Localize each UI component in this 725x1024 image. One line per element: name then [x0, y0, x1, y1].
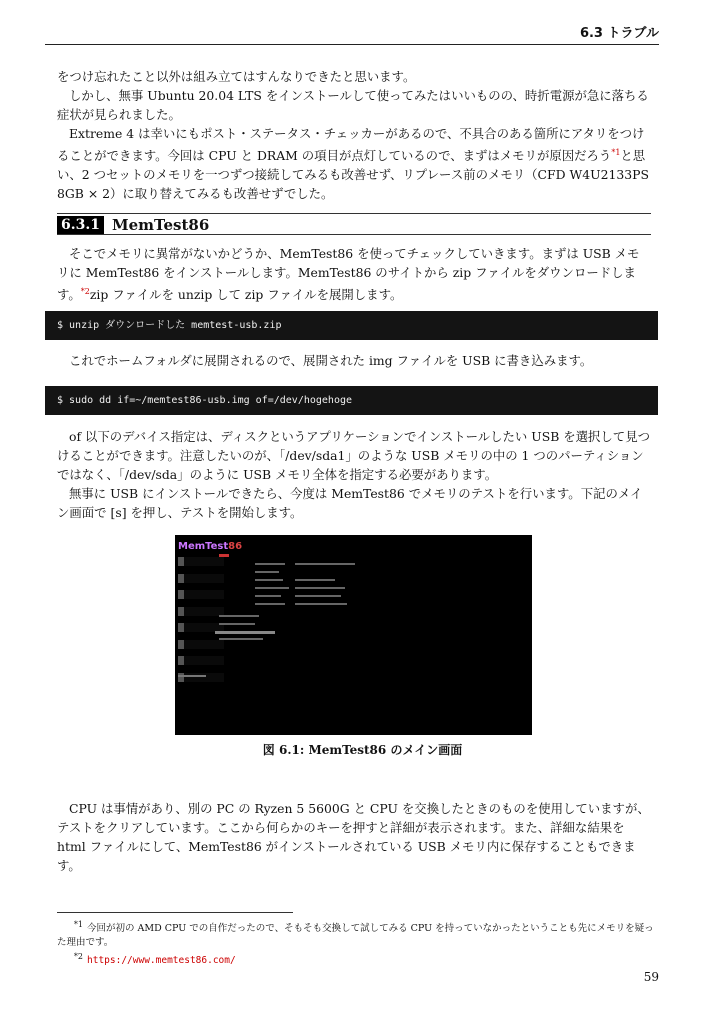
memtest-intro-paragraph: そこでメモリに異常がないかどうか、MemTest86 を使ってチェックしていきます。まずは USB メモリに MemTest86 をインストールします。MemTest86 のサイトから zip ファイルをダウンロードします。$^{*2}$zip ファイルを unzip して zip ファイルを展開します。 [57, 246, 640, 303]
section-heading [57, 213, 651, 235]
section-title: MemTest86 [112, 216, 210, 234]
memtest-active-tab [219, 554, 229, 557]
figure-caption: 図 6.1: MemTest86 のメイン画面 [262, 743, 463, 757]
code-block-unzip: $ unzip ダウンロードした memtest-usb.zip [45, 311, 658, 340]
intro-paragraph: をつけ忘れたこと以外は組み立てはすんなりできたと思います。 しかし、無事 Ubuntu 20.04 LTS をインストールして使ってみたはいいものの、時折電源が急に落ちる症状が見られました。 Extreme 4 は幸いにもポスト・ステータス・チェッカーがあるので、不具合のある箇所にアタリをつけることができます。今回は CPU と DRAM の項目が点灯しているので、まずはメモリが原因だろう$^{*1}$と思い、2 つセットのメモリを一つずつ接続してみるも改善せず、リプレース前のメモリ（CFD W4U2133PS 8GB × 2）に取り替えてみるも改善せずでした。 [57, 69, 649, 202]
memtest-highlight-row [215, 631, 275, 634]
running-title: 6.3 トラブル [579, 26, 659, 41]
footnote-2: *2 https://www.memtest86.com/ [73, 952, 236, 967]
memtest86-url-link[interactable]: https://www.memtest86.com/ [87, 955, 236, 967]
footnote-ref-1[interactable]: *1 [611, 148, 621, 157]
cpu-note-paragraph: CPU は事情があり、別の PC の Ryzen 5 5600G と CPU を交換したときのものを使用していますが、テストをクリアしています。ここから何らかのキーを押すと詳細が表示されます。また、詳細な結果を html ファイルにして、MemTest86 がインストールされている USB メモリ内に保存することもできます。 [57, 801, 650, 873]
running-header [45, 18, 659, 45]
memtest-sidebar [178, 557, 224, 689]
page-number: 59 [643, 970, 659, 984]
footnote-separator [57, 912, 293, 913]
footnote-1: *1 今回が初の AMD CPU での自作だったので、そもそも交換して試してみる CPU を持っていなかったということも先にメモリを疑った理由です。 [57, 920, 654, 949]
section-number: 6.3.1 [57, 216, 104, 234]
memtest86-screenshot [175, 535, 532, 735]
code-block-dd: $ sudo dd if=~/memtest86-usb.img of=/dev/hogehoge [45, 386, 658, 415]
write-img-paragraph: これでホームフォルダに展開されるので、展開された img ファイルを USB に書き込みます。 [69, 353, 593, 368]
footnote-ref-2[interactable]: *2 [80, 287, 90, 296]
memtest-footer-version [178, 675, 206, 677]
device-note-paragraph: of 以下のデバイス指定は、ディスクというアプリケーションでインストールしたい USB を選択して見つけることができます。注意したいのが、「/dev/sda1」のような USB メモリの中の 1 つのパーティションではなく、「/dev/sda」のように USB メモリ全体を指定する必要があります。 無事に USB にインストールできたら、今度は MemTest86 でメモリのテストを行います。下記のメイン画面で [s] を押し、テストを開始します。 [57, 429, 650, 520]
memtest86-logo: MemTest86 [178, 541, 243, 552]
